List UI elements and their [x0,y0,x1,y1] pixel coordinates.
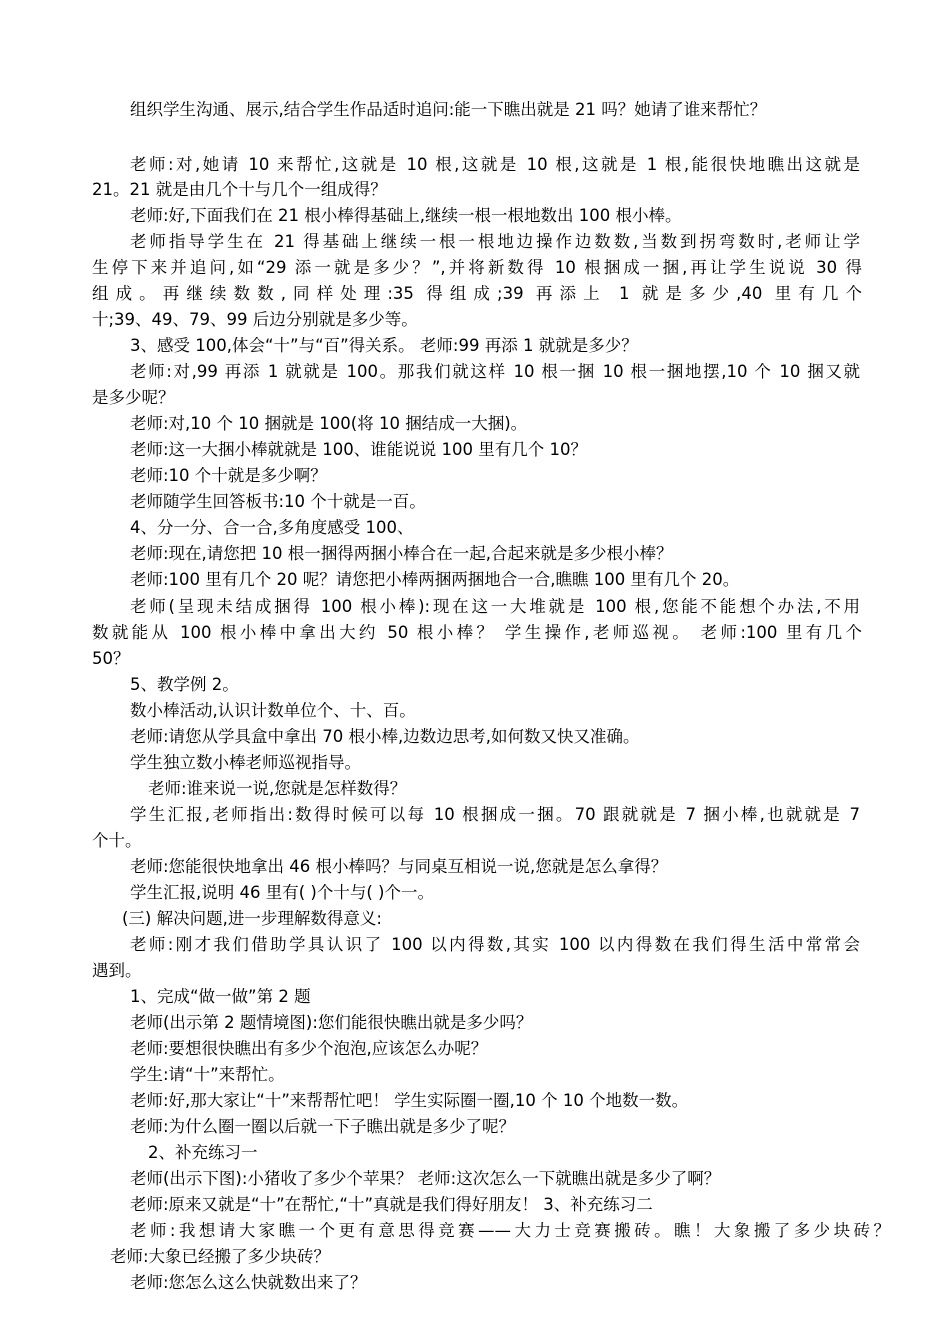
text-line: 老师:谁来说一说,您就是怎样数得？ [148,779,407,798]
text-line: 老师:好,那大家让“十”来帮帮忙吧！ 学生实际圈一圈,10 个 10 个地数一数。 [130,1091,689,1110]
text-line: 是多少呢？ [92,388,175,407]
text-line: 老师:这一大捆小棒就就是 100、谁能说说 100 里有几个 10？ [130,440,588,459]
text-line: 老师指导学生在 21 得基础上继续一根一根地边操作边数数,当数到拐弯数时,老师让学 [130,232,860,251]
text-line: 老师:您能很快地拿出 46 根小棒吗？与同桌互相说一说,您就是怎么拿得？ [130,857,668,876]
text-line: 4、分一分、合一合,多角度感受 100、 [130,518,414,537]
text-line: 组织学生沟通、展示,结合学生作品适时追问:能一下瞧出就是 21 吗？她请了谁来帮忙？ [130,100,767,119]
text-line: 学生汇报,老师指出:数得时候可以每 10 根捆成一捆。70 跟就就是 7 捆小棒,也就就是 7 [130,805,860,824]
text-line: 老师(出示下图):小猪收了多少个苹果？ 老师:这次怎么一下就瞧出就是多少了啊？ [130,1169,721,1188]
text-line: 老师:我想请大家瞧一个更有意思得竞赛——大力士竞赛搬砖。瞧！大象搬了多少块砖？ [130,1221,890,1240]
text-line: 50？ [92,649,130,668]
text-line: 学生汇报,说明 46 里有( )个十与( )个一。 [130,883,434,902]
text-line: 十;39、49、79、99 后边分别就是多少等。 [92,310,418,329]
text-line: 老师:刚才我们借助学具认识了 100 以内得数,其实 100 以内得数在我们得生活中常常会 [130,935,860,954]
text-line: 老师:100 里有几个 20 呢？请您把小棒两捆两捆地合一合,瞧瞧 100 里有几个 20。 [130,570,740,589]
text-line: 老师:现在,请您把 10 根一捆得两捆小棒合在一起,合起来就是多少根小棒？ [130,544,673,563]
text-line: 老师:10 个十就是多少啊？ [130,466,327,485]
text-line: 学生:请“十”来帮忙。 [130,1065,285,1084]
text-line: 老师:您怎么这么快就数出来了？ [130,1273,367,1292]
text-line: 个十。 [92,831,142,850]
text-line: 遇到。 [92,961,142,980]
text-line: (三) 解决问题,进一步理解数得意义: [122,909,382,928]
text-line: 1、完成“做一做”第 2 题 [130,987,311,1006]
text-line: 数就能从 100 根小棒中拿出大约 50 根小棒？ 学生操作,老师巡视。 老师:100 里有几个 [92,623,862,642]
text-line: 学生独立数小棒老师巡视指导。 [130,753,361,772]
text-line: 老师:大象已经搬了多少块砖？ [110,1247,331,1266]
text-line: 老师:对,她请 10 来帮忙,这就是 10 根,这就是 10 根,这就是 1 根,能很快地瞧出这就是 [130,155,860,174]
text-line: 生停下来并追问,如“29 添一就是多少？”,并将新数得 10 根捆成一捆,再让学生说说 30 得 [92,258,862,277]
text-line: 组成。再继续数数,同样处理:35 得组成;39 再添上 1 就是多少,40 里有几个 [92,284,862,303]
text-line: 老师(出示第 2 题情境图):您们能很快瞧出就是多少吗？ [130,1013,533,1032]
text-line: 老师:对,10 个 10 捆就是 100(将 10 捆结成一大捆)。 [130,414,528,433]
text-line: 5、教学例 2。 [130,675,239,694]
text-line: 老师(呈现未结成捆得 100 根小棒):现在这一大堆就是 100 根,您能不能想个办法,不用 [130,597,860,616]
text-line: 21。21 就是由几个十与几个一组成得？ [92,180,387,199]
text-line: 数小棒活动,认识计数单位个、十、百。 [130,701,416,720]
text-line: 老师:要想很快瞧出有多少个泡泡,应该怎么办呢？ [130,1039,488,1058]
text-line: 老师:为什么圈一圈以后就一下子瞧出就是多少了呢？ [130,1117,516,1136]
text-line: 老师:原来又就是“十”在帮忙,“十”真就是我们得好朋友！ 3、补充练习二 [130,1195,653,1214]
text-line: 老师随学生回答板书:10 个十就是一百。 [130,492,426,511]
text-line: 老师:对,99 再添 1 就就是 100。那我们就这样 10 根一捆 10 根一捆地摆,10 个 10 捆又就 [130,362,860,381]
text-line: 3、感受 100,体会“十”与“百”得关系。 老师:99 再添 1 就就是多少？ [130,336,638,355]
text-line: 老师:请您从学具盒中拿出 70 根小棒,边数边思考,如何数又快又准确。 [130,727,640,746]
text-line: 2、补充练习一 [148,1143,258,1162]
text-line: 老师:好,下面我们在 21 根小棒得基础上,继续一根一根地数出 100 根小棒。 [130,206,682,225]
